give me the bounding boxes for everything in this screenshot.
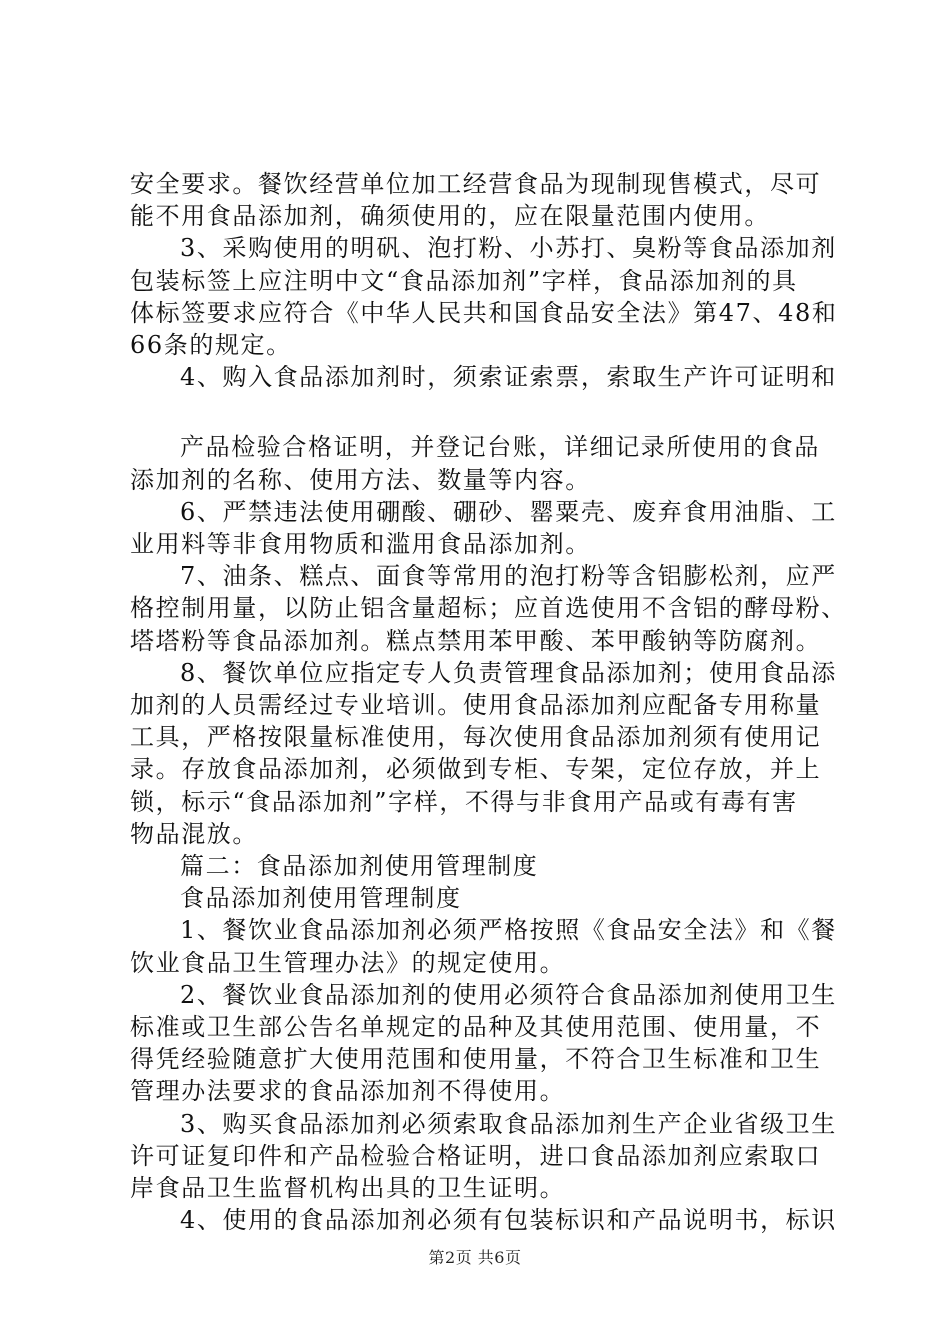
text-line: 安全要求。餐饮经营单位加工经营食品为现制现售模式，尽可 (130, 170, 822, 198)
text-line: 包装标签上应注明中文“食品添加剂”字样，食品添加剂的具 (130, 266, 798, 295)
text-line: 4、使用的食品添加剂必须有包装标识和产品说明书，标识 (180, 1206, 837, 1235)
document-title: 食品添加剂使用管理制度 (180, 884, 462, 913)
text-line: 工具，严格按限量标准使用，每次使用食品添加剂须有使用记 (130, 723, 822, 752)
text-line: 塔塔粉等食品添加剂。糕点禁用苯甲酸、苯甲酸钠等防腐剂。 (130, 626, 822, 655)
text-line: 7、油条、糕点、面食等常用的泡打粉等含铝膨松剂，应严 (180, 562, 837, 591)
text-line: 得凭经验随意扩大使用范围和使用量，不符合卫生标准和卫生 (130, 1045, 822, 1074)
text-line: 加剂的人员需经过专业培训。使用食品添加剂应配备专用称量 (130, 691, 822, 720)
text-line: 管理办法要求的食品添加剂不得使用。 (130, 1077, 566, 1106)
text-line: 业用料等非食用物质和滥用食品添加剂。 (130, 530, 591, 559)
text-line: 录。存放食品添加剂，必须做到专柜、专架，定位存放，并上 (130, 755, 822, 784)
text-line: 8、餐饮单位应指定专人负责管理食品添加剂；使用食品添 (180, 658, 837, 687)
text-line: 岸食品卫生监督机构出具的卫生证明。 (130, 1174, 566, 1203)
text-line: 3、采购使用的明矾、泡打粉、小苏打、臭粉等食品添加剂 (180, 234, 837, 263)
text-line: 添加剂的名称、使用方法、数量等内容。 (130, 465, 591, 494)
text-line: 体标签要求应符合《中华人民共和国食品安全法》第47、48和 (130, 298, 838, 327)
text-line: 物品混放。 (130, 819, 258, 848)
text-line: 2、餐饮业食品添加剂的使用必须符合食品添加剂使用卫生 (180, 980, 837, 1009)
text-line: 许可证复印件和产品检验合格证明，进口食品添加剂应索取口 (130, 1141, 822, 1170)
text-line: 格控制用量，以防止铝含量超标；应首选使用不含铝的酵母粉、 (130, 594, 847, 623)
text-line: 66条的规定。 (130, 331, 292, 360)
text-line: 锁，标示“食品添加剂”字样，不得与非食用产品或有毒有害 (130, 787, 798, 816)
text-line: 产品检验合格证明，并登记台账，详细记录所使用的食品 (180, 433, 820, 462)
text-line: 4、购入食品添加剂时，须索证索票，索取生产许可证明和 (180, 363, 837, 392)
document-body (130, 168, 847, 1237)
text-line: 能不用食品添加剂，确须使用的，应在限量范围内使用。 (130, 202, 770, 231)
paragraph-gap (130, 393, 835, 431)
section-heading: 篇二：食品添加剂使用管理制度 (180, 852, 539, 881)
page-number-footer: 第2页 共6页 (428, 1248, 522, 1267)
text-line: 饮业食品卫生管理办法》的规定使用。 (130, 948, 566, 977)
text-line: 标准或卫生部公告名单规定的品种及其使用范围、使用量，不 (130, 1013, 822, 1042)
text-line: 6、严禁违法使用硼酸、硼砂、罂粟壳、废弃食用油脂、工 (180, 497, 837, 526)
text-line: 3、购买食品添加剂必须索取食品添加剂生产企业省级卫生 (180, 1109, 837, 1138)
text-line: 1、餐饮业食品添加剂必须严格按照《食品安全法》和《餐 (180, 916, 837, 945)
